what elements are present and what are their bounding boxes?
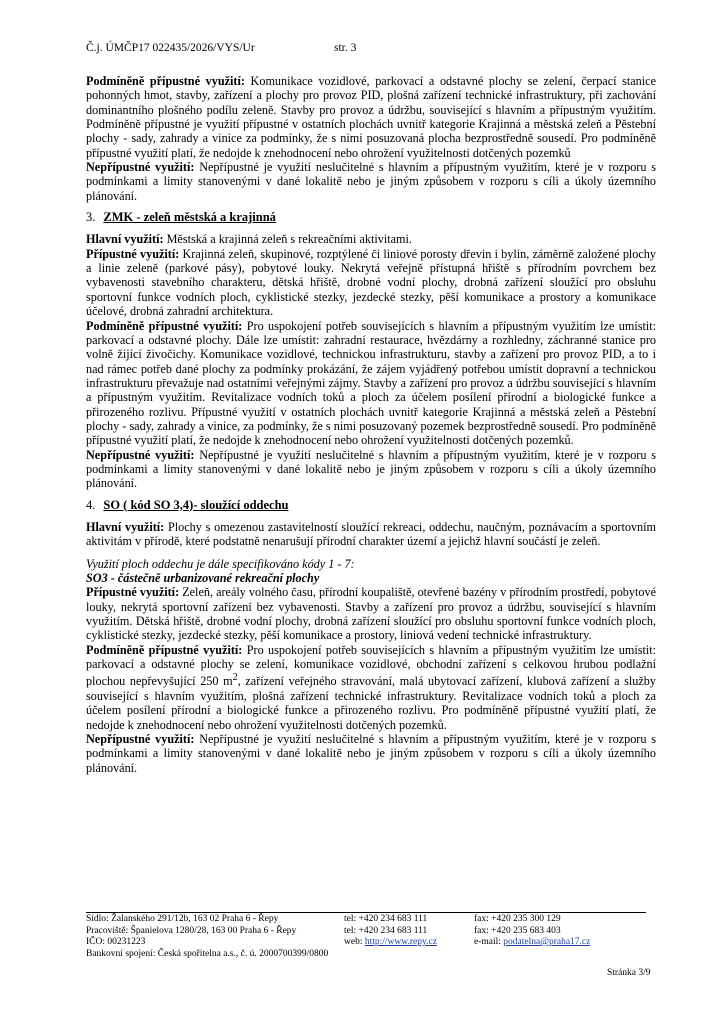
paragraph-label: Podmíněně přípustné využití:: [86, 74, 245, 88]
paragraph-text: Nepřípustné je využití neslučitelné s hlavním a přípustným využitím, které je v rozporu s podmínkami a limity stanovenými v dané lokalitě nebo je jiným způsobem v rozporu s cíli a úkoly územního plánování.: [86, 447, 656, 491]
page-number: str. 3: [334, 42, 357, 54]
footer-line: Pracoviště: Španielova 1280/28, 163 00 Praha 6 - Řepy: [86, 925, 297, 936]
paragraph-label: Podmíněně přípustné využití:: [86, 642, 243, 657]
paragraph-text: Pro uspokojení potřeb souvisejících s hlavním a přípustným využitím lze umístit: parkovací a odstavné plochy se zelení, komunikace vozidlové, obchodní zařízení s celkovou hrubou podlažní plochou nepřevyšující 250 m: [86, 642, 656, 689]
paragraph-prohibited-use: [86, 160, 656, 203]
reference-number: Č.j. ÚMČP17 022435/2026/VYS/Ur: [86, 42, 255, 54]
paragraph-text: Zeleň, areály volného času, přírodní koupaliště, otevřené bazény v přírodním prostředí, pobytové louky, nekrytá sportovní zařízení bez vybavenosti. Stavby a zařízení pro provoz a údržbu, související s hlavním využitím. Dětská hřiště, drobné vodní plochy, drobná zařízení sloužící pro obsluhu sportovní funkce vodních ploch, cyklistické stezky, jezdecké stezky, pěší komunikace a prostory, liniová vedení technické infrastruktury.: [86, 585, 656, 643]
section-number: 4.: [86, 497, 96, 512]
page-counter: Stránka 3/9: [607, 968, 651, 978]
paragraph-main-use: [86, 232, 656, 246]
paragraph-label: Přípustné využití:: [86, 246, 180, 261]
footer-divider: [86, 912, 646, 913]
paragraph-label: Nepřípustné využití:: [86, 447, 195, 462]
email-label: e-mail:: [474, 937, 504, 947]
paragraph-label: Nepřípustné využití:: [86, 731, 195, 746]
subsection-title: SO3 - částečně urbanizované rekreační plochy: [86, 571, 320, 585]
paragraph-permitted-use: [86, 247, 656, 319]
paragraph-label: Nepřípustné využití:: [86, 160, 195, 175]
page-header: [86, 42, 646, 54]
paragraph-prohibited-use: [86, 732, 656, 775]
paragraph-label: Přípustné využití:: [86, 585, 180, 600]
paragraph-permitted-use: [86, 585, 656, 642]
section-title: ZMK - zeleň městská a krajinná: [103, 210, 276, 225]
footer-line: tel: +420 234 683 111: [344, 914, 428, 924]
web-label: web:: [344, 937, 365, 947]
footer-line: [474, 937, 664, 949]
paragraph-label: Hlavní využití:: [86, 519, 165, 534]
paragraph-conditional-use: [86, 643, 656, 732]
paragraph-conditional-use: [86, 74, 656, 160]
superscript: 2: [232, 672, 238, 684]
document-body: [86, 74, 656, 775]
paragraph-label: Podmíněně přípustné využití:: [86, 318, 243, 333]
paragraph-text: Nepřípustné je využití neslučitelné s hlavním a přípustným využitím, které je v rozporu s podmínkami a limity stanovenými v dané lokalitě nebo je jiným způsobem v rozporu s cíli a úkoly územního plánování.: [86, 160, 656, 203]
footer-line: fax: +420 235 683 403: [474, 925, 561, 936]
paragraph-prohibited-use: [86, 448, 656, 491]
section-title: SO ( kód SO 3,4)- sloužící oddechu: [103, 497, 289, 512]
italic-note: Využití ploch oddechu je dále specifikováno kódy 1 - 7:: [86, 556, 355, 571]
email-link[interactable]: podatelna@praha17.cz: [503, 937, 591, 947]
paragraph-text: Plochy s omezenou zastavitelností sloužící rekreaci, oddechu, naučným, poznávacím a sportovním aktivitám v přírodě, které podstatně nenarušují přírodní charakter území a jejichž hlavní součástí je zeleň.: [86, 519, 656, 549]
paragraph-main-use: [86, 520, 656, 549]
paragraph-text: Nepřípustné je využití neslučitelné s hlavním a přípustným využitím, které je v rozporu s podmínkami a limity stanovenými v dané lokalitě nebo je jiným způsobem v rozporu s cíli a úkoly územního plánování.: [86, 731, 656, 775]
section-heading-4: [86, 498, 656, 512]
paragraph-text: Pro uspokojení potřeb souvisejících s hlavním a přípustným využitím lze umístit: parkovací a odstavné plochy. Dále lze umístit: zahradní restaurace, hvězdárny a rozhledny, záchranné stanice pro volně žijící živočichy. Komunikace vozidlové, technickou infrastrukturu, stavby a zařízení pro provoz PID, a to i nad rámec potřeb dané plochy za podmínky prokázání, že zájem vyjádřený potřebou umístit dopravní a technickou infrastrukturu převažuje nad ostatními veřejnými zájmy. Stavby a zařízení pro provoz a údržbu související s hlavním a přípustným využitím. Revitalizace vodních toků a ploch za účelem posílení přírodní a biologické funkce a přirozeného rozlivu. Přípustné využití v ostatních plochách uvnitř kategorie Krajinná a městská zeleň a Pěstební plochy - sady, zahrady a vinice, za podmínky, že s nimi posuzovaný pozemek bezprostředně sousedí. Pro podmíněně přípustné využití platí, že nedojde k znehodnocení nebo ohrožení využitelnosti dotčených pozemků.: [86, 318, 656, 448]
footer-line: IČO: 00231223: [86, 937, 146, 947]
paragraph-label: Hlavní využití:: [86, 232, 164, 247]
paragraph-text: Komunikace vozidlové, parkovací a odstavné plochy se zelení, čerpací stanice pohonných hmot, stavby, zařízení a plochy pro provoz PID, plošná zařízení technické infrastruktury, při zachování dominantního plošného podílu zeleně. Stavby pro provoz a údržbu, související s hlavním a přípustným využitím. Podmíněně přípustné je využití přípustné v ostatních plochách uvnitř kategorie Krajinná a městská zeleň a Pěstební plochy - sady, zahrady a vinice za podmínky, že s nimi posuzovaná plocha bezprostředně sousedí. Pro podmíněně přípustné využití platí, že nedojde k znehodnocení nebo ohrožení využitelnosti dotčených pozemků: [86, 74, 656, 160]
paragraph-text: Městská a krajinná zeleň s rekreačními aktivitami.: [163, 232, 412, 247]
paragraph-text: Krajinná zeleň, skupinové, rozptýlené či liniové porosty dřevin i bylin, záměrně založené plochy a linie zeleně (parkové pásy), pobytové louky. Nekrytá veřejně přístupná hřiště s přírodním povrchem bez vybavenosti stavebního charakteru, dětská hřiště, drobné vodní plochy, drobná zařízení sloužící pro obsluhu sportovní funkce vodních ploch, cyklistické stezky, jezdecké stezky, pěší komunikace a prostory a komunikace účelové, drobná zahradní architektura.: [86, 246, 656, 319]
footer-fax-column: [474, 914, 664, 949]
footer-line: Bankovní spojení: Česká spořitelna a.s., č. ú. 2000700399/0800: [86, 948, 329, 959]
website-link[interactable]: http://www.repy.cz: [364, 937, 437, 947]
footer-line: tel: +420 234 683 111: [344, 925, 428, 936]
section-heading-3: [86, 210, 656, 224]
paragraph-text: , zařízení veřejného stravování, malá ubytovací zařízení, klubová zařízení a služby související s hlavním využitím, plošná zařízení technické infrastruktury. Revitalizace vodních toků a ploch za účelem posílení přírodní a biologické funkce a přirozeného rozlivu. Pro podmíněně přípustné využití platí, že nedojde k znehodnocení nebo ohrožení využitelnosti dotčených pozemků.: [86, 674, 656, 732]
footer-line: fax: +420 235 300 129: [474, 914, 561, 924]
footer-phone-column: [344, 914, 464, 949]
footer-line: Sídlo: Žalanského 291/12b, 163 02 Praha 6 - Řepy: [86, 914, 279, 924]
paragraph-conditional-use: [86, 319, 656, 448]
section-number: 3.: [86, 210, 96, 225]
footer-line: [344, 937, 464, 949]
footer-address-column: [86, 914, 336, 960]
